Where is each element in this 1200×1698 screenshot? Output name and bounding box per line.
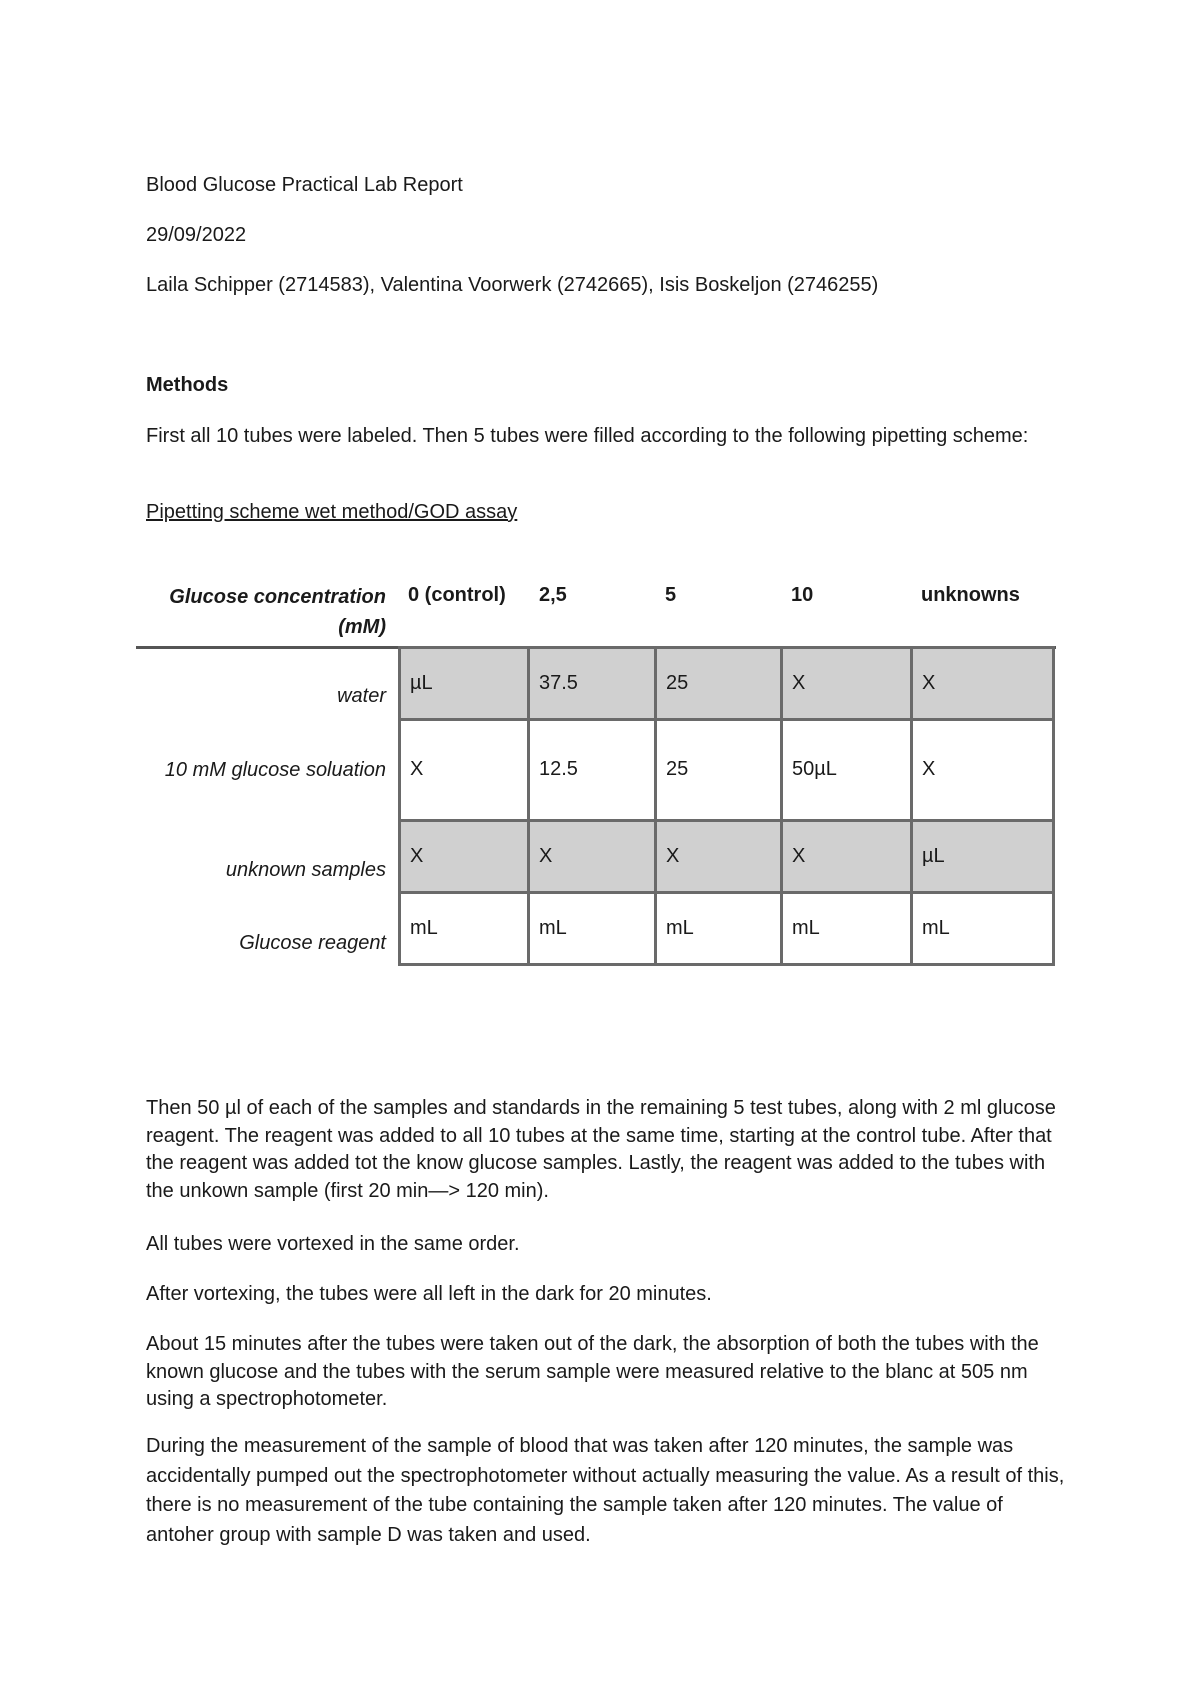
pipetting-scheme-title: Pipetting scheme wet method/GOD assay <box>146 501 518 523</box>
report-authors: Laila Schipper (2714583), Valentina Voorwerk (2742665), Isis Boskeljon (2746255) <box>146 274 879 296</box>
procedure-paragraph: After vortexing, the tubes were all left in the dark for 20 minutes. <box>146 1283 712 1305</box>
table-column-header: unknowns <box>921 584 1020 606</box>
report-title: Blood Glucose Practical Lab Report <box>146 174 463 196</box>
table-row-label: water <box>337 685 386 707</box>
table-cell: mL <box>780 891 913 966</box>
table-cell: X <box>780 819 913 894</box>
table-column-header: 2,5 <box>539 584 567 606</box>
methods-heading: Methods <box>146 374 229 396</box>
table-cell: 37.5 <box>527 646 657 721</box>
table-cell: 12.5 <box>527 718 657 822</box>
table-cell: X <box>398 819 530 894</box>
table-cell: mL <box>654 891 783 966</box>
table-cell: 25 <box>654 646 783 721</box>
table-cell: µL <box>910 819 1055 894</box>
table-column-header: 5 <box>665 584 677 606</box>
table-row-label: Glucose reagent <box>239 932 386 954</box>
table-cell: 25 <box>654 718 783 822</box>
table-cell: X <box>780 646 913 721</box>
table-cell: X <box>654 819 783 894</box>
table-cell: X <box>527 819 657 894</box>
table-cell: mL <box>910 891 1055 966</box>
procedure-paragraph: About 15 minutes after the tubes were taken out of the dark, the absorption of both the tubes with the known glucose and the tubes with the serum sample were measured relative to the blanc at 505 nm using a spectrophotometer. <box>146 1333 1039 1410</box>
table-cell: mL <box>527 891 657 966</box>
report-date: 29/09/2022 <box>146 224 247 246</box>
procedure-paragraph: All tubes were vortexed in the same order. <box>146 1233 520 1255</box>
table-row-label: 10 mM glucose soluation <box>164 759 386 781</box>
table-row-header-label: Glucose concentration (mM) <box>169 586 386 638</box>
table-cell: µL <box>398 646 530 721</box>
table-row-label: unknown samples <box>225 859 386 881</box>
table-column-header: 10 <box>791 584 814 606</box>
table-cell: X <box>398 718 530 822</box>
table-cell: mL <box>398 891 530 966</box>
methods-intro: First all 10 tubes were labeled. Then 5 tubes were filled according to the following pipetting scheme: <box>146 425 1029 447</box>
table-cell: X <box>910 718 1055 822</box>
table-cell: 50µL <box>780 718 913 822</box>
procedure-paragraph: During the measurement of the sample of blood that was taken after 120 minutes, the sample was accidentally pumped out the spectrophotometer without actually measuring the value. As a result of this, there is no measurement of the tube containing the sample taken after 120 minutes. The value of antoher group with sample D was taken and used. <box>146 1435 1065 1546</box>
table-column-header: 0 (control) <box>408 584 506 606</box>
procedure-paragraph: Then 50 µl of each of the samples and standards in the remaining 5 test tubes, along with 2 ml glucose reagent. The reagent was added to all 10 tubes at the same time, starting at the control tube. After that the reagent was added tot the know glucose samples. Lastly, the reagent was added to the tubes with the unkown sample (first 20 min—> 120 min). <box>146 1097 1056 1202</box>
table-cell: X <box>910 646 1055 721</box>
